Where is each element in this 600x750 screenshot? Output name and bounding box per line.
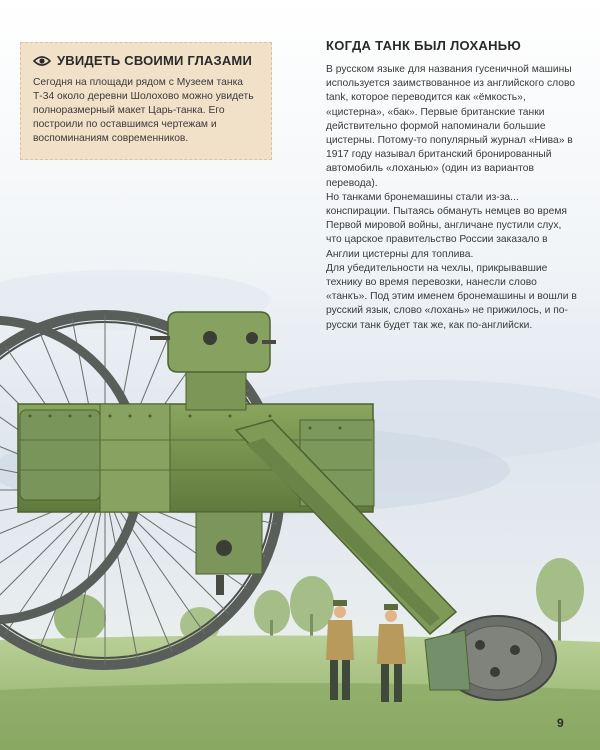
info-box-text: Сегодня на площади рядом с Музеем танка Т-34 около деревни Шолохово можно увидеть полноразмерный макет Царь-танка. Его построили по оставшимся чертежам и воспоминаниям современников.	[33, 77, 254, 144]
rear-roller	[425, 616, 556, 700]
soldier-figure	[326, 600, 354, 700]
article-body	[326, 63, 578, 333]
eye-icon	[33, 55, 51, 67]
info-box-title: УВИДЕТЬ СВОИМИ ГЛАЗАМИ	[57, 53, 253, 68]
info-box-header	[33, 53, 259, 68]
article-paragraph: В русском языке для названия гусеничной машины используется заимствованное из английского слово tank, которое переводится как «ёмкость», «цистерна», «бак». Первые британские танки действительно формой напоминали большие цистерны. Потому-то популярный журнал «Нива» в 1917 году называл британский бронированный автомобиль «лоханью» (один из вариантов перевода).	[326, 64, 576, 189]
soldier-figure	[377, 604, 406, 702]
page-number: 9	[557, 716, 564, 730]
article-title: КОГДА ТАНК БЫЛ ЛОХАНЬЮ	[326, 38, 522, 53]
article	[326, 38, 578, 333]
article-paragraph: Для убедительности на чехлы, прикрывавшие технику во время перевозки, нанесли слово «танкъ». Под этим именем бронемашины и вошли в русский язык, слово «лохань» не прижилось, и по-русски танк будет так же, как по-английски.	[326, 262, 577, 331]
info-box	[20, 42, 272, 160]
article-paragraph: Но танками бронемашины стали из-за... конспирации. Пытаясь обмануть немцев во время Первой мировой войны, англичане пустили слух, что царское правительство России заказало в Англии цистерны для топлива.	[326, 191, 567, 260]
